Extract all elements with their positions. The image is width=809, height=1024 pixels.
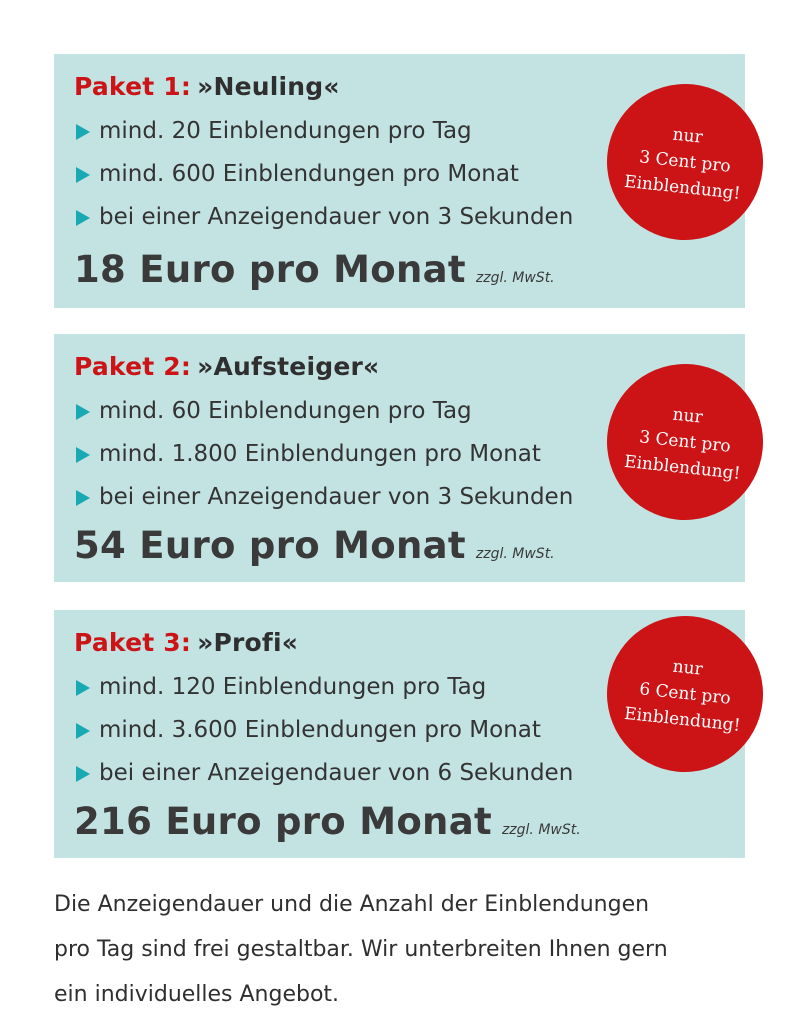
feature-text: bei einer Anzeigendauer von 3 Sekunden [99,204,574,230]
price: 216 Euro pro Monat [74,800,492,843]
feature-list [74,672,573,801]
badge-line: nur [671,404,704,428]
feature-item [74,159,573,202]
arrow-right-icon [76,680,90,696]
footer-line: Die Anzeigendauer und die Anzahl der Einblendungen [54,892,650,917]
feature-text: mind. 600 Einblendungen pro Monat [99,161,519,187]
package-heading [74,352,379,381]
price: 54 Euro pro Monat [74,524,466,567]
footer-line: ein individuelles Angebot. [54,982,340,1007]
feature-list [74,116,573,245]
footer-line: pro Tag sind frei gestaltbar. Wir unterbreiten Ihnen gern [54,937,668,962]
feature-text: mind. 3.600 Einblendungen pro Monat [99,717,541,743]
feature-item [74,482,573,525]
feature-item [74,439,573,482]
arrow-right-icon [76,447,90,463]
package-card-1 [54,54,745,308]
feature-item [74,116,573,159]
price: 18 Euro pro Monat [74,248,466,291]
price-per-view-badge [599,76,770,247]
price-per-view-badge [599,608,770,779]
arrow-right-icon [76,210,90,226]
tax-note: zzgl. MwSt. [475,270,555,286]
feature-text: mind. 1.800 Einblendungen pro Monat [99,441,541,467]
badge-line: 3 Cent pro [638,147,732,177]
badge-line: nur [671,656,704,680]
feature-text: mind. 20 Einblendungen pro Tag [99,118,472,144]
feature-text: bei einer Anzeigendauer von 6 Sekunden [99,760,574,786]
badge-line: 6 Cent pro [638,679,732,709]
tax-note: zzgl. MwSt. [501,822,581,838]
package-card-2 [54,334,745,582]
package-heading [74,72,340,101]
arrow-right-icon [76,490,90,506]
price-per-view-badge [599,356,770,527]
tax-note: zzgl. MwSt. [475,546,555,562]
feature-item [74,396,573,439]
package-name: »Profi« [197,628,299,657]
package-name: »Aufsteiger« [197,352,380,381]
footer-note [54,882,774,1017]
package-name: »Neuling« [197,72,340,101]
price-row [74,800,581,843]
badge-line: Einblendung! [623,451,742,484]
feature-item [74,758,573,801]
badge-line: Einblendung! [623,703,742,736]
package-heading [74,628,298,657]
badge-line: 3 Cent pro [638,427,732,457]
feature-text: mind. 120 Einblendungen pro Tag [99,674,487,700]
feature-item [74,715,573,758]
feature-text: mind. 60 Einblendungen pro Tag [99,398,472,424]
package-label: Paket 2: [74,352,192,381]
package-label: Paket 3: [74,628,192,657]
arrow-right-icon [76,404,90,420]
feature-item [74,672,573,715]
price-row [74,524,555,567]
feature-list [74,396,573,525]
feature-item [74,202,573,245]
arrow-right-icon [76,723,90,739]
package-card-3 [54,610,745,858]
arrow-right-icon [76,766,90,782]
arrow-right-icon [76,167,90,183]
feature-text: bei einer Anzeigendauer von 3 Sekunden [99,484,574,510]
price-row [74,248,555,291]
package-label: Paket 1: [74,72,192,101]
badge-line: nur [671,124,704,148]
arrow-right-icon [76,124,90,140]
badge-line: Einblendung! [623,171,742,204]
